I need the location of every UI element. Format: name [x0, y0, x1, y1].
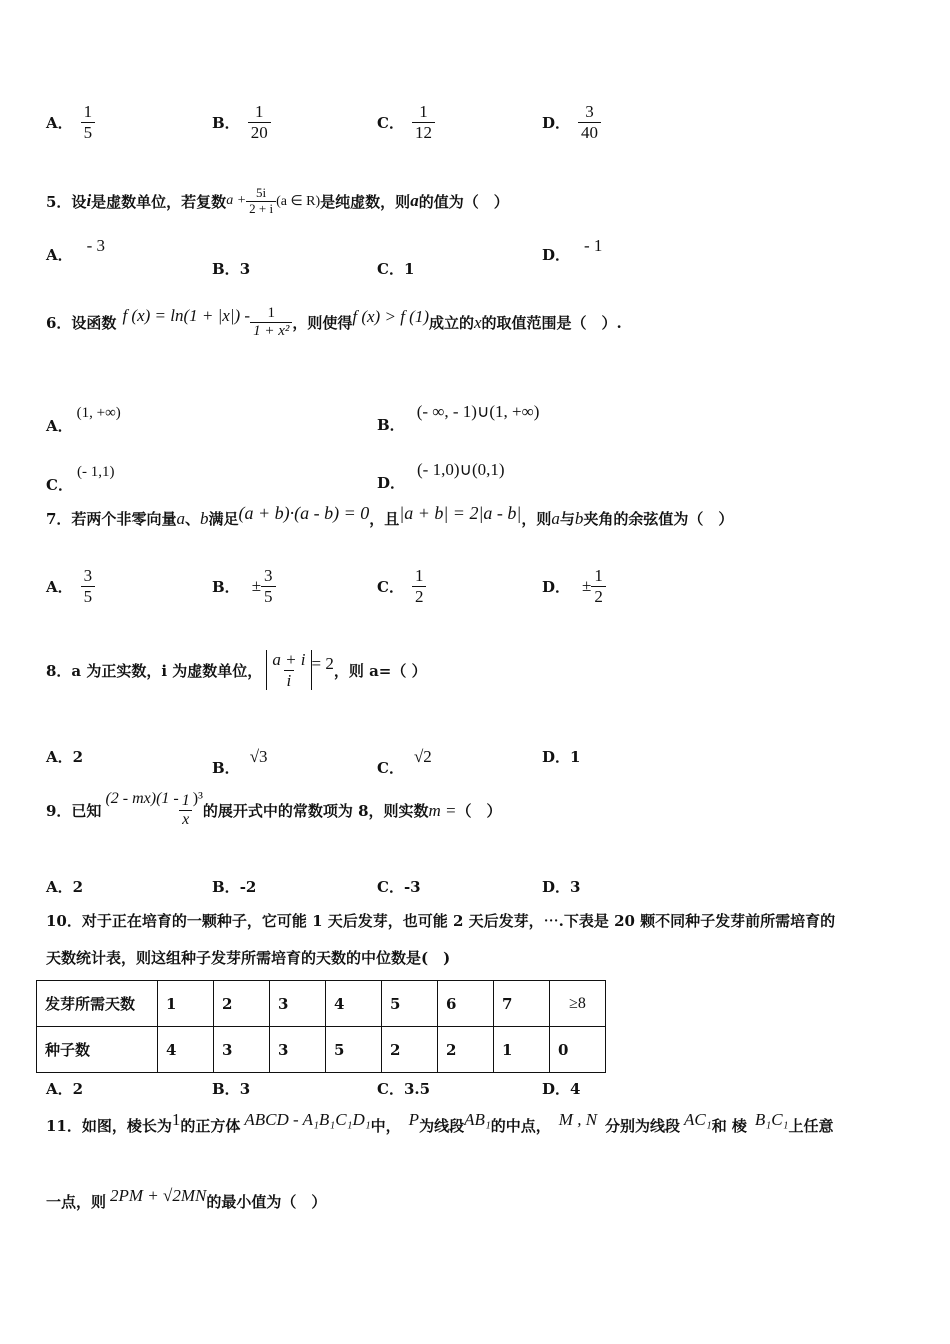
numerator: a + i	[272, 650, 306, 669]
question-7	[46, 503, 734, 529]
denominator: 5	[81, 122, 96, 143]
q5-expr: a +	[226, 193, 247, 209]
q9-expression: (2 - mx)(1 -	[105, 789, 179, 807]
q5-option-a	[46, 235, 106, 265]
numerator: 3	[264, 566, 273, 585]
q9-text: （ ）	[456, 802, 502, 821]
question-5	[46, 186, 509, 217]
q11-text: 一点，则	[46, 1193, 107, 1211]
fraction	[81, 102, 96, 142]
table-cell: 4	[158, 1027, 214, 1073]
option-value: - 3	[86, 235, 106, 255]
q11-text: 上任意	[788, 1117, 834, 1135]
q8-option-c	[377, 735, 432, 778]
option-value: 2	[72, 747, 84, 766]
germination-table	[36, 980, 606, 1073]
q6-prefix: 6．设函数	[46, 314, 117, 333]
q9-expression: )³	[192, 789, 203, 807]
q6-text: 的取值范围是（ ）.	[481, 314, 622, 333]
question-10-line-1: 10．对于正在培育的一颗种子，它可能 1 天后发芽，也可能 2 天后发芽，⋯.下表是 20 颗不同种子发芽前所需培育的	[46, 912, 836, 930]
q4-option-a	[46, 102, 95, 142]
q7-prefix: 7．若两个非零向量	[46, 510, 177, 528]
q8-abs-value	[266, 650, 311, 690]
numerator: 1	[594, 566, 603, 585]
fraction	[412, 102, 435, 142]
option-label: C．	[377, 577, 404, 596]
q11-edge-length: 1	[171, 1110, 181, 1129]
q5-option-b	[212, 258, 250, 279]
denominator: 5	[261, 586, 276, 607]
q5-condition: (a ∈ R)	[276, 193, 321, 209]
option-label: C．	[46, 476, 73, 494]
q7-text: 夹角的余弦值为（ ）	[583, 510, 734, 528]
option-label: D．	[377, 474, 406, 492]
option-label: A．	[46, 748, 73, 766]
option-value: 3	[570, 877, 581, 896]
q4-option-c	[377, 102, 435, 142]
q7-var-a: a	[176, 508, 185, 528]
denominator: x	[179, 810, 192, 829]
option-value: 3	[239, 1079, 251, 1098]
q8-option-a	[46, 746, 83, 767]
q7-var-b: b	[199, 508, 209, 528]
q6-text: 成立的	[428, 314, 474, 333]
table-cell: 1	[158, 981, 214, 1027]
q6-inequality: f (x) > f (1)	[352, 306, 429, 326]
option-label: A．	[46, 113, 73, 132]
q9-prefix: 9．已知	[46, 802, 102, 821]
numerator: 1	[419, 102, 428, 121]
q10-option-d	[542, 1078, 580, 1099]
q6-fraction	[250, 305, 292, 341]
fraction	[578, 102, 601, 142]
q11-expression: 2PM + √2MN	[110, 1186, 207, 1205]
option-label: A．	[46, 1080, 73, 1098]
q6-function: f (x) = ln(1 + |x|) -	[122, 305, 251, 325]
option-label: B．	[377, 416, 405, 434]
q5-var-a: a	[410, 191, 419, 211]
option-label: B．	[212, 759, 240, 777]
question-9	[46, 789, 502, 830]
q6-option-b	[377, 388, 539, 435]
q9-text: 的展开式中的常数项为 8，则实数	[202, 802, 429, 821]
q6-option-a	[46, 391, 121, 436]
option-label: D．	[542, 1080, 571, 1098]
option-label: D．	[542, 748, 571, 766]
option-label: A．	[46, 878, 73, 896]
option-value: (1, +∞)	[76, 405, 121, 421]
q11-text: 中，	[370, 1117, 401, 1135]
q9-option-b	[212, 876, 256, 897]
q10-option-a	[46, 1078, 83, 1099]
q11-text: 为线段	[419, 1117, 465, 1135]
numerator: 1	[83, 102, 93, 121]
q9-var-m: m =	[428, 800, 457, 820]
numerator: 1	[254, 102, 264, 121]
option-label: B．	[212, 113, 240, 132]
q7-text: ，且	[369, 510, 400, 528]
option-value: 3.5	[403, 1079, 431, 1098]
q11-text: 的最小值为（ ）	[206, 1193, 327, 1211]
q11-text: 的正方体	[180, 1117, 241, 1135]
denominator: 40	[578, 122, 601, 143]
table-cell: 0	[550, 1027, 606, 1073]
fraction	[412, 566, 427, 606]
q11-prefix: 11．如图，棱长为	[46, 1117, 172, 1135]
option-value: 4	[570, 1079, 581, 1098]
denominator: 20	[248, 122, 271, 143]
option-label: B．	[212, 577, 240, 596]
option-value: (- 1,0)∪(0,1)	[417, 459, 505, 479]
q6-text: ，则使得	[292, 314, 353, 333]
q5-text: 是虚数单位，若复数	[91, 192, 227, 211]
fraction	[81, 566, 96, 606]
option-label: B．	[212, 878, 240, 896]
fraction	[591, 566, 606, 606]
option-label: C．	[377, 878, 404, 896]
q8-equals: = 2	[311, 654, 334, 674]
numerator: 1	[181, 792, 190, 809]
option-label: C．	[377, 113, 404, 132]
option-value: 1	[570, 747, 581, 766]
table-row-header: 种子数	[37, 1027, 158, 1073]
table-cell: 3	[270, 981, 326, 1027]
q7-option-b	[212, 566, 276, 606]
question-11-line-1	[46, 1110, 906, 1136]
q10-option-c	[377, 1078, 430, 1099]
option-value: √3	[249, 746, 268, 766]
table-cell: 2	[382, 1027, 438, 1073]
q5-option-d	[542, 235, 603, 265]
q8-prefix: 8．a 为正实数，i 为虚数单位，	[46, 661, 263, 680]
question-11-line-2	[46, 1186, 326, 1212]
denominator: 2 + i	[246, 201, 276, 217]
table-cell: 6	[438, 981, 494, 1027]
q8-text: ，则 a=（ ）	[333, 661, 427, 680]
q8-fraction	[269, 650, 308, 690]
question-6	[46, 305, 622, 341]
q11-segment-ac1: AC₁	[684, 1110, 712, 1129]
denominator: 2	[412, 586, 427, 607]
q4-option-b	[212, 102, 271, 142]
denominator: 12	[412, 122, 435, 143]
option-label: A．	[46, 246, 73, 264]
option-sign: ±	[582, 576, 592, 596]
q7-text: 与	[559, 510, 575, 528]
table-cell: 2	[214, 981, 270, 1027]
q7-equation-2: |a + b| = 2|a - b|	[399, 503, 522, 523]
q7-var-a: a	[551, 508, 560, 528]
fraction	[248, 102, 271, 142]
q11-text: 的中点，	[490, 1117, 551, 1135]
q5-option-c	[377, 258, 414, 279]
option-value: 3	[239, 259, 251, 278]
option-label: C．	[377, 759, 404, 777]
numerator: 3	[585, 102, 594, 121]
option-label: C．	[377, 260, 404, 278]
option-sign: ±	[251, 576, 262, 596]
q6-option-c	[46, 450, 114, 495]
q5-var-i: i	[86, 191, 92, 211]
denominator: 1 + x²	[250, 322, 292, 340]
table-cell: ≥8	[550, 981, 606, 1027]
q5-text: 是纯虚数，则	[320, 192, 411, 211]
option-value: 1	[403, 259, 415, 278]
option-label: D．	[542, 246, 571, 264]
option-label: B．	[212, 1080, 240, 1098]
option-value: √2	[413, 746, 432, 766]
q9-fraction	[179, 792, 193, 830]
table-cell: 5	[382, 981, 438, 1027]
option-value: -2	[239, 877, 257, 896]
question-10-line-2: 天数统计表，则这组种子发芽所需培育的天数的中位数是( )	[46, 949, 451, 967]
option-value: 2	[72, 1079, 84, 1098]
q9-option-d	[542, 876, 580, 897]
q11-points-mn: M , N	[558, 1110, 598, 1129]
q7-option-a	[46, 566, 95, 606]
q11-segment-ab1: AB₁	[464, 1110, 491, 1129]
option-label: A．	[46, 577, 73, 596]
q8-option-b	[212, 735, 268, 778]
table-cell: 7	[494, 981, 550, 1027]
denominator: 5	[81, 586, 96, 607]
table-cell: 2	[438, 1027, 494, 1073]
numerator: 1	[414, 566, 424, 585]
q11-text: 和 棱	[711, 1117, 747, 1135]
q7-text: ，则	[521, 510, 552, 528]
option-value: (- ∞, - 1)∪(1, +∞)	[416, 401, 540, 421]
option-label: D．	[542, 878, 571, 896]
numerator: 1	[267, 305, 275, 321]
table-cell: 4	[326, 981, 382, 1027]
option-value: - 1	[584, 235, 603, 255]
q8-option-d	[542, 746, 580, 767]
q5-fraction	[246, 186, 276, 217]
table-cell: 5	[326, 1027, 382, 1073]
q9-option-a	[46, 876, 83, 897]
q5-text: 的值为（ ）	[418, 192, 509, 211]
q7-equation-1: (a + b)·(a - b) = 0	[238, 503, 370, 523]
q5-prefix: 5．设	[46, 192, 87, 211]
q6-option-d	[377, 446, 505, 493]
q7-option-d	[542, 566, 606, 606]
option-value: -3	[403, 877, 421, 896]
table-row	[37, 981, 606, 1027]
table-cell: 3	[270, 1027, 326, 1073]
q6-var-x: x	[474, 312, 482, 332]
numerator: 5i	[256, 185, 267, 200]
q7-text: 满足	[208, 510, 239, 528]
table-row	[37, 1027, 606, 1073]
q10-option-b	[212, 1078, 250, 1099]
option-label: B．	[212, 260, 240, 278]
q11-cube: ABCD - A₁B₁C₁D₁	[244, 1110, 371, 1129]
option-label: D．	[542, 577, 571, 596]
table-cell: 3	[214, 1027, 270, 1073]
q11-edge-b1c1: B₁C₁	[754, 1110, 789, 1129]
denominator: 2	[591, 586, 606, 607]
table-row-header: 发芽所需天数	[37, 981, 158, 1027]
q9-option-c	[377, 876, 421, 897]
q7-text: 、	[184, 510, 200, 528]
option-value: 2	[72, 877, 84, 896]
option-label: C．	[377, 1080, 404, 1098]
option-label: D．	[542, 113, 571, 132]
option-label: A．	[46, 417, 73, 435]
fraction	[261, 566, 276, 606]
numerator: 3	[83, 566, 93, 585]
question-8	[46, 650, 427, 690]
q7-option-c	[377, 566, 426, 606]
q7-var-b: b	[574, 508, 584, 528]
denominator: i	[284, 670, 295, 691]
q4-option-d	[542, 102, 601, 142]
option-value: (- 1,1)	[76, 464, 115, 480]
q11-text: 分别为线段	[605, 1117, 681, 1135]
table-cell: 1	[494, 1027, 550, 1073]
q11-point-p: P	[408, 1110, 420, 1129]
